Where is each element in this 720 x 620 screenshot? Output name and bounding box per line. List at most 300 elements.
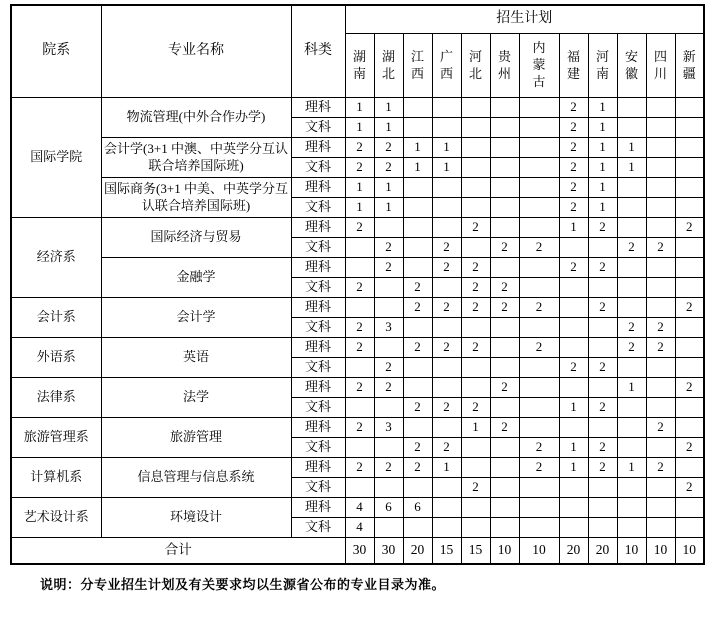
plan-value-cell: 2 [345,318,374,338]
plan-value-cell [461,118,490,138]
category-cell: 文科 [291,478,345,498]
category-cell: 文科 [291,198,345,218]
plan-value-cell [345,258,374,278]
plan-value-cell: 1 [559,438,588,458]
plan-value-cell: 2 [345,138,374,158]
plan-value-cell: 2 [559,358,588,378]
plan-value-cell [519,98,559,118]
total-value-cell: 20 [588,538,617,564]
plan-value-cell: 4 [345,498,374,518]
col-header-province: 河 南 [588,34,617,98]
plan-value-cell [490,398,519,418]
plan-value-cell: 2 [519,238,559,258]
plan-value-cell: 2 [646,318,675,338]
plan-value-cell: 2 [617,338,646,358]
plan-value-cell [374,338,403,358]
plan-value-cell: 2 [374,258,403,278]
plan-value-cell [519,498,559,518]
plan-value-cell: 1 [617,158,646,178]
plan-value-cell [559,498,588,518]
plan-value-cell [675,418,704,438]
table-row [11,178,704,198]
category-cell: 理科 [291,258,345,278]
plan-value-cell [559,298,588,318]
plan-value-cell [374,298,403,318]
plan-value-cell [403,238,432,258]
plan-value-cell [617,498,646,518]
plan-value-cell: 1 [374,178,403,198]
plan-value-cell [432,198,461,218]
category-cell: 文科 [291,358,345,378]
plan-value-cell: 2 [461,278,490,298]
plan-value-cell [490,478,519,498]
category-cell: 理科 [291,298,345,318]
college-cell: 艺术设计系 [11,498,101,538]
plan-value-cell [432,518,461,538]
col-header-plan-title: 招生计划 [345,5,704,34]
plan-value-cell [374,278,403,298]
table-body [11,98,704,564]
plan-value-cell [646,398,675,418]
plan-value-cell: 2 [374,378,403,398]
plan-value-cell: 2 [675,478,704,498]
table-row [11,298,704,318]
plan-value-cell [403,378,432,398]
col-header-province: 湖 南 [345,34,374,98]
plan-value-cell: 2 [490,418,519,438]
header-row-top [11,5,704,34]
plan-value-cell: 1 [461,418,490,438]
plan-value-cell: 1 [588,138,617,158]
plan-value-cell [559,518,588,538]
plan-value-cell [432,318,461,338]
plan-value-cell [588,478,617,498]
plan-value-cell [646,118,675,138]
college-cell: 法律系 [11,378,101,418]
college-cell: 会计系 [11,298,101,338]
plan-value-cell [588,418,617,438]
plan-value-cell: 1 [588,98,617,118]
plan-value-cell: 1 [374,198,403,218]
plan-value-cell [490,358,519,378]
col-header-province: 河 北 [461,34,490,98]
plan-value-cell [461,158,490,178]
plan-value-cell: 2 [345,338,374,358]
plan-value-cell [646,498,675,518]
plan-value-cell: 2 [432,338,461,358]
plan-value-cell [646,258,675,278]
plan-value-cell [490,198,519,218]
category-cell: 文科 [291,518,345,538]
plan-value-cell [403,418,432,438]
plan-value-cell [432,278,461,298]
plan-value-cell: 2 [490,378,519,398]
plan-value-cell [490,518,519,538]
plan-value-cell: 2 [374,138,403,158]
plan-value-cell: 2 [559,198,588,218]
plan-value-cell [675,118,704,138]
plan-value-cell [374,218,403,238]
plan-value-cell [461,438,490,458]
plan-value-cell: 2 [559,158,588,178]
col-header-major: 专业名称 [101,5,291,98]
plan-value-cell [345,438,374,458]
plan-value-cell [617,118,646,138]
category-cell: 理科 [291,178,345,198]
major-cell: 旅游管理 [101,418,291,458]
plan-value-cell: 2 [461,258,490,278]
plan-value-cell: 2 [559,98,588,118]
plan-value-cell [519,378,559,398]
category-cell: 理科 [291,218,345,238]
plan-value-cell [617,438,646,458]
plan-value-cell [490,498,519,518]
plan-value-cell: 1 [559,458,588,478]
plan-value-cell: 1 [617,378,646,398]
plan-value-cell [403,258,432,278]
plan-value-cell: 2 [403,398,432,418]
table-header [11,5,704,98]
plan-value-cell [519,198,559,218]
plan-value-cell [519,278,559,298]
plan-value-cell: 1 [559,218,588,238]
total-row [11,538,704,564]
table-row [11,498,704,518]
major-cell: 法学 [101,378,291,418]
plan-value-cell: 2 [345,378,374,398]
table-row [11,418,704,438]
plan-value-cell [345,358,374,378]
plan-value-cell: 1 [588,158,617,178]
category-cell: 文科 [291,158,345,178]
plan-value-cell [617,298,646,318]
plan-value-cell: 2 [559,138,588,158]
plan-value-cell: 2 [617,318,646,338]
col-header-province: 贵 州 [490,34,519,98]
plan-value-cell: 1 [588,178,617,198]
category-cell: 理科 [291,378,345,398]
plan-value-cell [461,98,490,118]
plan-value-cell [559,238,588,258]
plan-value-cell [588,338,617,358]
plan-value-cell: 2 [519,298,559,318]
plan-value-cell [461,378,490,398]
plan-value-cell [646,138,675,158]
plan-value-cell [646,518,675,538]
plan-value-cell [617,518,646,538]
table-row [11,218,704,238]
plan-value-cell: 2 [675,298,704,318]
plan-value-cell: 2 [588,298,617,318]
plan-value-cell [403,358,432,378]
plan-value-cell: 2 [403,438,432,458]
plan-value-cell: 6 [374,498,403,518]
category-cell: 文科 [291,318,345,338]
plan-value-cell [519,318,559,338]
plan-value-cell: 2 [432,398,461,418]
col-header-province: 湖 北 [374,34,403,98]
plan-value-cell: 2 [403,338,432,358]
plan-value-cell [675,178,704,198]
plan-value-cell: 2 [461,338,490,358]
total-value-cell: 10 [490,538,519,564]
category-cell: 理科 [291,498,345,518]
plan-value-cell: 6 [403,498,432,518]
plan-value-cell [675,318,704,338]
plan-value-cell [675,398,704,418]
plan-value-cell: 2 [374,458,403,478]
plan-value-cell: 2 [646,238,675,258]
col-header-province: 内 蒙 古 [519,34,559,98]
plan-value-cell [345,398,374,418]
plan-value-cell [403,478,432,498]
table-row [11,98,704,118]
total-value-cell: 20 [559,538,588,564]
plan-value-cell [617,178,646,198]
admission-plan-table [10,4,705,565]
plan-value-cell [646,218,675,238]
plan-value-cell: 1 [432,158,461,178]
plan-value-cell [403,178,432,198]
plan-value-cell [461,238,490,258]
plan-value-cell: 2 [490,278,519,298]
category-cell: 理科 [291,418,345,438]
plan-value-cell [675,258,704,278]
category-cell: 文科 [291,238,345,258]
plan-value-cell [559,338,588,358]
plan-value-cell [617,198,646,218]
total-value-cell: 30 [345,538,374,564]
plan-value-cell [519,178,559,198]
plan-value-cell [588,318,617,338]
plan-value-cell [490,218,519,238]
plan-value-cell: 2 [432,298,461,318]
total-value-cell: 15 [461,538,490,564]
plan-value-cell [646,298,675,318]
plan-value-cell [646,98,675,118]
total-value-cell: 10 [646,538,675,564]
table-row [11,378,704,398]
plan-value-cell [646,358,675,378]
college-cell: 经济系 [11,218,101,298]
plan-value-cell: 2 [490,238,519,258]
plan-value-cell: 2 [490,298,519,318]
plan-value-cell [617,278,646,298]
plan-value-cell [403,118,432,138]
plan-value-cell [675,358,704,378]
col-header-province: 新 疆 [675,34,704,98]
major-cell: 国际商务(3+1 中美、中英学分互认联合培养国际班) [101,178,291,218]
plan-value-cell: 2 [559,178,588,198]
plan-value-cell [559,278,588,298]
plan-value-cell: 1 [617,458,646,478]
plan-value-cell: 2 [646,418,675,438]
plan-value-cell: 1 [588,118,617,138]
plan-value-cell: 2 [588,218,617,238]
plan-value-cell [675,238,704,258]
plan-value-cell: 2 [345,418,374,438]
plan-value-cell: 1 [345,198,374,218]
plan-value-cell [345,298,374,318]
plan-value-cell [374,518,403,538]
plan-value-cell [403,218,432,238]
plan-value-cell [461,318,490,338]
plan-value-cell: 1 [432,458,461,478]
plan-value-cell: 2 [519,458,559,478]
plan-value-cell [675,458,704,478]
plan-value-cell [519,258,559,278]
plan-value-cell [675,98,704,118]
plan-value-cell [432,218,461,238]
plan-value-cell [519,218,559,238]
plan-value-cell [617,478,646,498]
major-cell: 信息管理与信息系统 [101,458,291,498]
plan-value-cell [490,178,519,198]
plan-value-cell [461,458,490,478]
plan-value-cell [461,518,490,538]
plan-value-cell: 2 [345,158,374,178]
major-cell: 环境设计 [101,498,291,538]
plan-value-cell [617,418,646,438]
plan-value-cell [675,138,704,158]
college-cell: 国际学院 [11,98,101,218]
plan-value-cell: 2 [588,398,617,418]
plan-value-cell [646,178,675,198]
major-cell: 会计学 [101,298,291,338]
plan-value-cell: 3 [374,318,403,338]
plan-value-cell: 2 [403,458,432,478]
plan-value-cell: 1 [432,138,461,158]
plan-value-cell: 2 [461,398,490,418]
plan-value-cell [646,378,675,398]
college-cell: 计算机系 [11,458,101,498]
plan-value-cell: 2 [403,298,432,318]
plan-value-cell [403,98,432,118]
college-cell: 旅游管理系 [11,418,101,458]
plan-value-cell [519,398,559,418]
plan-value-cell [345,238,374,258]
total-label-cell: 合计 [11,538,345,564]
plan-value-cell: 1 [345,118,374,138]
plan-value-cell [490,318,519,338]
plan-value-cell [519,358,559,378]
table-row [11,338,704,358]
plan-value-cell [519,118,559,138]
plan-value-cell: 2 [461,298,490,318]
plan-value-cell: 1 [403,158,432,178]
plan-value-cell: 2 [646,338,675,358]
plan-value-cell [461,198,490,218]
plan-value-cell [519,138,559,158]
plan-value-cell [588,238,617,258]
plan-value-cell [559,478,588,498]
table-row [11,458,704,478]
plan-value-cell [490,458,519,478]
plan-value-cell [675,338,704,358]
plan-value-cell [432,498,461,518]
total-value-cell: 30 [374,538,403,564]
plan-value-cell: 2 [345,218,374,238]
category-cell: 文科 [291,398,345,418]
plan-value-cell [675,498,704,518]
plan-value-cell [403,318,432,338]
plan-value-cell: 1 [617,138,646,158]
plan-value-cell [559,418,588,438]
major-cell: 国际经济与贸易 [101,218,291,258]
plan-value-cell [432,418,461,438]
plan-value-cell [432,478,461,498]
major-cell: 会计学(3+1 中澳、中英学分互认联合培养国际班) [101,138,291,178]
plan-value-cell: 1 [588,198,617,218]
plan-value-cell [675,198,704,218]
plan-value-cell: 2 [403,278,432,298]
plan-value-cell [374,398,403,418]
major-cell: 金融学 [101,258,291,298]
plan-value-cell [588,498,617,518]
category-cell: 文科 [291,438,345,458]
category-cell: 理科 [291,138,345,158]
plan-value-cell [490,438,519,458]
plan-value-cell: 2 [461,218,490,238]
plan-value-cell: 2 [588,258,617,278]
note-text: 说明：分专业招生计划及有关要求均以生源省公布的专业目录为准。 [40,576,446,592]
plan-value-cell: 2 [588,458,617,478]
plan-value-cell [588,378,617,398]
plan-value-cell: 4 [345,518,374,538]
plan-value-cell [559,318,588,338]
plan-value-cell [461,358,490,378]
major-cell: 英语 [101,338,291,378]
plan-value-cell [490,158,519,178]
plan-value-cell [646,438,675,458]
plan-value-cell: 2 [559,258,588,278]
plan-value-cell: 2 [374,358,403,378]
plan-value-cell: 2 [374,158,403,178]
plan-value-cell [646,198,675,218]
total-value-cell: 20 [403,538,432,564]
plan-value-cell [519,518,559,538]
plan-value-cell [646,278,675,298]
plan-value-cell [432,98,461,118]
plan-value-cell [617,258,646,278]
category-cell: 文科 [291,278,345,298]
major-cell: 物流管理(中外合作办学) [101,98,291,138]
col-header-province: 福 建 [559,34,588,98]
plan-value-cell: 2 [432,258,461,278]
plan-value-cell: 1 [403,138,432,158]
category-cell: 理科 [291,98,345,118]
plan-value-cell [617,358,646,378]
plan-value-cell: 2 [646,458,675,478]
plan-value-cell [617,98,646,118]
total-value-cell: 10 [519,538,559,564]
table-row [11,258,704,278]
plan-value-cell [646,158,675,178]
col-header-province: 江 西 [403,34,432,98]
plan-value-cell [374,478,403,498]
plan-value-cell [617,398,646,418]
plan-value-cell: 2 [588,438,617,458]
plan-value-cell [490,338,519,358]
plan-value-cell [403,198,432,218]
plan-value-cell: 1 [374,98,403,118]
plan-value-cell [461,178,490,198]
plan-value-cell: 1 [345,178,374,198]
plan-value-cell [432,178,461,198]
plan-value-cell: 2 [617,238,646,258]
plan-value-cell: 2 [345,278,374,298]
plan-value-cell: 3 [374,418,403,438]
